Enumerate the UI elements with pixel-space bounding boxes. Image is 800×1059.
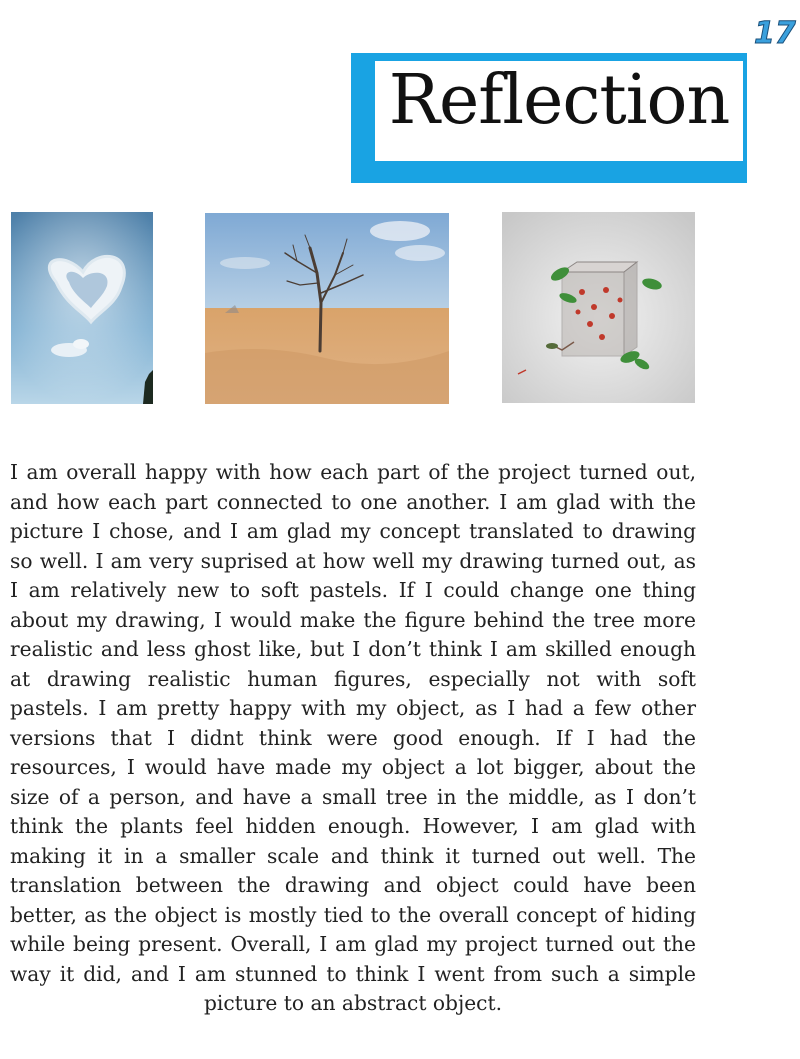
page-number: 17 bbox=[754, 16, 796, 51]
reflection-body-text: I am overall happy with how each part of the project turned out, and how each part connected to one another. I am glad with the picture I chose, and I am glad my concept translated to drawing so well. I am very suprised at how well my drawing turned out, as I am relatively new to soft pastels. If I could change one thing about my drawing, I would make the figure behind the tree more realistic and less ghost like, but I don’t think I am skilled enough at drawing realistic human figures, especially not with soft pastels. I am pretty happy with my object, as I had a few other versions that I didnt think were good enough. If I had the resources, I would have made my object a lot bigger, about the size of a person, and have a small tree in the middle, as I don’t think the plants feel hidden enough. However, I am glad with making it in a smaller scale and think it turned out well. The translation between the drawing and object could have been better, as the object is mostly tied to the overall concept of hiding while being present. Overall, I am glad my project turned out the way it did, and I am stunned to think I went from such a simple picture to an abstract object. bbox=[10, 460, 696, 1015]
title-frame bbox=[351, 53, 747, 183]
box-object-photo bbox=[502, 212, 695, 403]
heart-cloud-photo bbox=[11, 212, 153, 404]
title-box bbox=[375, 61, 743, 161]
tree-pastel-drawing bbox=[205, 213, 449, 404]
page-title: Reflection bbox=[388, 61, 730, 140]
